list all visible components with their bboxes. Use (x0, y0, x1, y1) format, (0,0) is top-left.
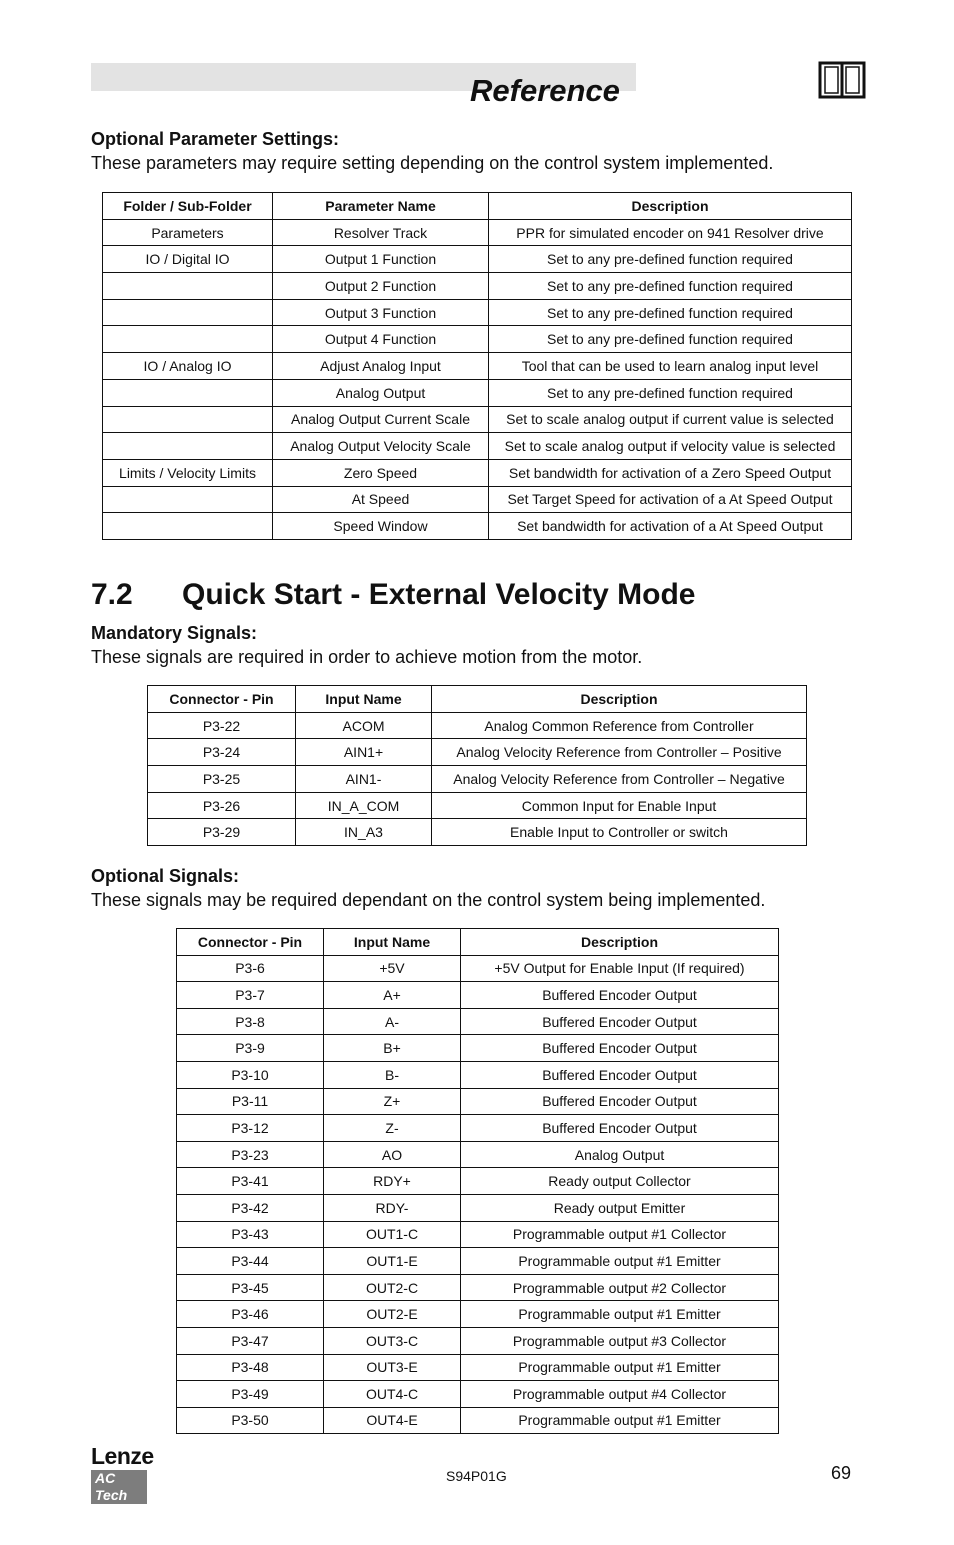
table-cell: +5V (324, 955, 461, 982)
table-row (148, 766, 807, 793)
table-cell: IN_A_COM (296, 792, 432, 819)
table-row (177, 1035, 779, 1062)
table-cell: Set to any pre-defined function required (489, 379, 852, 406)
table-cell: P3-9 (177, 1035, 324, 1062)
mandatory-signals-heading: Mandatory Signals: (91, 623, 258, 643)
table-cell: Buffered Encoder Output (461, 1061, 779, 1088)
column-header: Description (461, 929, 779, 956)
table-cell: Adjust Analog Input (273, 353, 489, 380)
table-cell: OUT1-E (324, 1248, 461, 1275)
table-row (103, 486, 852, 513)
table-cell: Ready output Emitter (461, 1194, 779, 1221)
table-cell: P3-43 (177, 1221, 324, 1248)
table-row (177, 1327, 779, 1354)
table-cell: P3-10 (177, 1061, 324, 1088)
table-cell: PPR for simulated encoder on 941 Resolver drive (489, 219, 852, 246)
table-cell: P3-42 (177, 1194, 324, 1221)
table-row (177, 1115, 779, 1142)
optional-signals-table (176, 928, 779, 1434)
column-header: Parameter Name (273, 193, 489, 220)
table-row (177, 1301, 779, 1328)
table-cell: Analog Output Current Scale (273, 406, 489, 433)
table-cell: Output 2 Function (273, 273, 489, 300)
table-cell: P3-24 (148, 739, 296, 766)
table-cell: IO / Digital IO (103, 246, 273, 273)
table-cell: Resolver Track (273, 219, 489, 246)
table-cell: P3-44 (177, 1248, 324, 1275)
column-header: Description (432, 686, 807, 713)
table-cell: Programmable output #4 Collector (461, 1381, 779, 1408)
table-row (103, 219, 852, 246)
open-book-icon (818, 61, 866, 99)
table-cell (103, 379, 273, 406)
optional-parameters-table (102, 192, 852, 540)
optional-signals-heading: Optional Signals: (91, 866, 240, 886)
table-cell: Parameters (103, 219, 273, 246)
table-cell: OUT1-C (324, 1221, 461, 1248)
page-title: Reference (470, 73, 620, 108)
table-cell: Z+ (324, 1088, 461, 1115)
mandatory-signals-table (147, 685, 807, 846)
section-title: Quick Start - External Velocity Mode (182, 578, 696, 611)
table-header-row (103, 193, 852, 220)
optional-parameters-intro: These parameters may require setting depending on the control system implemented. (91, 153, 774, 173)
table-cell: B- (324, 1061, 461, 1088)
table-cell: OUT4-E (324, 1407, 461, 1434)
table-cell (103, 513, 273, 540)
table-row (177, 1221, 779, 1248)
table-row (148, 739, 807, 766)
table-row (177, 955, 779, 982)
table-cell: OUT4-C (324, 1381, 461, 1408)
table-cell: P3-45 (177, 1274, 324, 1301)
table-cell: OUT2-C (324, 1274, 461, 1301)
table-cell: RDY+ (324, 1168, 461, 1195)
table-row (177, 1141, 779, 1168)
optional-parameters-heading: Optional Parameter Settings: (91, 129, 340, 149)
table-cell: Analog Output (461, 1141, 779, 1168)
table-cell: Set bandwidth for activation of a Zero Speed Output (489, 459, 852, 486)
table-row (103, 433, 852, 460)
optional-signals-intro: These signals may be required dependant on the control system being implemented. (91, 890, 766, 910)
table-row (103, 326, 852, 353)
table-cell: P3-6 (177, 955, 324, 982)
table-cell (103, 433, 273, 460)
table-cell: P3-11 (177, 1088, 324, 1115)
page-number: 69 (831, 1463, 852, 1483)
table-cell: P3-50 (177, 1407, 324, 1434)
table-cell: A+ (324, 982, 461, 1009)
column-header: Description (489, 193, 852, 220)
table-cell: Analog Common Reference from Controller (432, 712, 807, 739)
table-cell: Set to scale analog output if velocity value is selected (489, 433, 852, 460)
column-header: Input Name (324, 929, 461, 956)
table-cell: Programmable output #1 Emitter (461, 1301, 779, 1328)
table-cell: Set to scale analog output if current value is selected (489, 406, 852, 433)
table-cell: Programmable output #2 Collector (461, 1274, 779, 1301)
table-row (177, 1194, 779, 1221)
table-cell: P3-8 (177, 1008, 324, 1035)
table-cell (103, 299, 273, 326)
table-cell: P3-23 (177, 1141, 324, 1168)
table-cell: IO / Analog IO (103, 353, 273, 380)
table-cell: P3-48 (177, 1354, 324, 1381)
mandatory-signals-intro: These signals are required in order to achieve motion from the motor. (91, 647, 643, 667)
table-cell: Analog Velocity Reference from Controller – Positive (432, 739, 807, 766)
table-cell: Set to any pre-defined function required (489, 246, 852, 273)
table-cell: P3-12 (177, 1115, 324, 1142)
table-row (177, 1407, 779, 1434)
sub-brand: AC Tech (91, 1470, 147, 1504)
table-cell: P3-46 (177, 1301, 324, 1328)
table-cell: Output 4 Function (273, 326, 489, 353)
table-cell: Analog Velocity Reference from Controller – Negative (432, 766, 807, 793)
table-cell: Tool that can be used to learn analog input level (489, 353, 852, 380)
table-cell: P3-29 (148, 819, 296, 846)
table-row (103, 459, 852, 486)
table-cell: AIN1- (296, 766, 432, 793)
table-cell: Output 1 Function (273, 246, 489, 273)
table-cell: Ready output Collector (461, 1168, 779, 1195)
table-cell: Programmable output #1 Emitter (461, 1354, 779, 1381)
table-cell: Buffered Encoder Output (461, 1035, 779, 1062)
table-cell (103, 486, 273, 513)
section-heading (91, 575, 696, 615)
table-cell: Programmable output #1 Collector (461, 1221, 779, 1248)
table-cell: Programmable output #1 Emitter (461, 1407, 779, 1434)
table-cell (103, 406, 273, 433)
table-header-row (148, 686, 807, 713)
table-cell: AIN1+ (296, 739, 432, 766)
table-cell: +5V Output for Enable Input (If required) (461, 955, 779, 982)
table-row (103, 246, 852, 273)
table-cell: OUT3-C (324, 1327, 461, 1354)
table-cell: OUT3-E (324, 1354, 461, 1381)
table-row (177, 1274, 779, 1301)
table-cell: Programmable output #1 Emitter (461, 1248, 779, 1275)
column-header: Folder / Sub-Folder (103, 193, 273, 220)
table-cell: Enable Input to Controller or switch (432, 819, 807, 846)
table-row (177, 982, 779, 1009)
table-cell: ACOM (296, 712, 432, 739)
table-row (148, 792, 807, 819)
table-row (177, 1008, 779, 1035)
column-header: Connector - Pin (177, 929, 324, 956)
table-cell (103, 273, 273, 300)
table-cell: Set Target Speed for activation of a At Speed Output (489, 486, 852, 513)
table-header-row (177, 929, 779, 956)
table-cell: Set bandwidth for activation of a At Speed Output (489, 513, 852, 540)
column-header: Connector - Pin (148, 686, 296, 713)
table-cell: Set to any pre-defined function required (489, 326, 852, 353)
lenze-actech-logo (91, 1444, 154, 1505)
table-row (148, 712, 807, 739)
table-cell: P3-26 (148, 792, 296, 819)
table-cell: Analog Output Velocity Scale (273, 433, 489, 460)
table-cell: P3-25 (148, 766, 296, 793)
table-cell: Speed Window (273, 513, 489, 540)
table-cell: P3-41 (177, 1168, 324, 1195)
table-cell: P3-22 (148, 712, 296, 739)
table-cell: Buffered Encoder Output (461, 1088, 779, 1115)
table-cell: A- (324, 1008, 461, 1035)
table-row (177, 1168, 779, 1195)
table-cell: At Speed (273, 486, 489, 513)
table-row (177, 1381, 779, 1408)
table-cell: Zero Speed (273, 459, 489, 486)
table-cell: Analog Output (273, 379, 489, 406)
brand-name: Lenze (91, 1443, 154, 1469)
table-cell: B+ (324, 1035, 461, 1062)
table-cell: Output 3 Function (273, 299, 489, 326)
table-cell: RDY- (324, 1194, 461, 1221)
table-cell: Buffered Encoder Output (461, 1115, 779, 1142)
table-cell (103, 326, 273, 353)
table-cell: P3-7 (177, 982, 324, 1009)
table-cell: Buffered Encoder Output (461, 1008, 779, 1035)
table-cell: P3-47 (177, 1327, 324, 1354)
table-cell: Common Input for Enable Input (432, 792, 807, 819)
table-cell: Programmable output #3 Collector (461, 1327, 779, 1354)
table-row (103, 353, 852, 380)
table-row (177, 1354, 779, 1381)
table-cell: Z- (324, 1115, 461, 1142)
table-row (148, 819, 807, 846)
table-cell: P3-49 (177, 1381, 324, 1408)
table-row (103, 406, 852, 433)
table-cell: Limits / Velocity Limits (103, 459, 273, 486)
table-row (103, 273, 852, 300)
table-row (103, 513, 852, 540)
table-cell: AO (324, 1141, 461, 1168)
table-cell: Buffered Encoder Output (461, 982, 779, 1009)
table-row (177, 1088, 779, 1115)
table-row (177, 1248, 779, 1275)
table-cell: OUT2-E (324, 1301, 461, 1328)
table-cell: Set to any pre-defined function required (489, 299, 852, 326)
document-code: S94P01G (446, 1468, 507, 1484)
table-cell: IN_A3 (296, 819, 432, 846)
column-header: Input Name (296, 686, 432, 713)
section-number: 7.2 (91, 578, 133, 611)
table-row (103, 299, 852, 326)
table-row (103, 379, 852, 406)
table-cell: Set to any pre-defined function required (489, 273, 852, 300)
table-row (177, 1061, 779, 1088)
